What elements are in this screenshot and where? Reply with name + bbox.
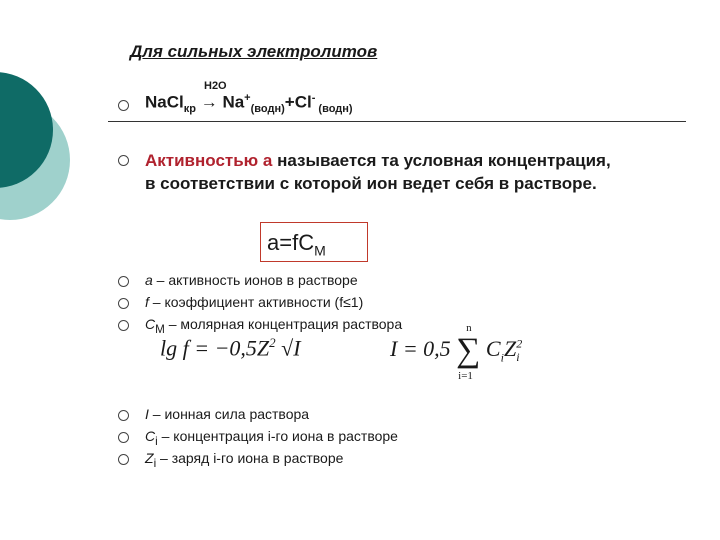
boxed-formula (260, 222, 368, 262)
item-symbol: Z (145, 450, 154, 466)
list-item (145, 428, 398, 448)
bullet-icon (118, 320, 129, 331)
item-sub: M (155, 322, 165, 336)
nacl: NaCl (145, 92, 184, 112)
plus-sup: + (244, 92, 251, 104)
minus-sup: - (311, 92, 316, 104)
formula-I-body: I = 0,5 (390, 336, 451, 362)
formula-lg-f (160, 335, 301, 361)
boxed-formula-sub: M (314, 242, 326, 259)
item-text: – ионная сила раствора (148, 406, 310, 422)
item-symbol: C (145, 428, 156, 444)
item-symbol: I (145, 406, 149, 422)
item-symbol: f (145, 294, 149, 310)
list-item (145, 316, 402, 336)
definition-text (145, 149, 615, 195)
arrow: → (200, 92, 218, 112)
item-symbol: a (145, 272, 153, 288)
bullet-icon (118, 410, 129, 421)
bullet-icon (118, 298, 129, 309)
item-text: – молярная концентрация раствора (164, 316, 403, 332)
formula-I-C: C (485, 336, 501, 362)
cl: +Cl (284, 92, 312, 112)
item-text: – коэффициент активности (f≤1) (148, 294, 364, 310)
kr-sub: кр (183, 103, 196, 116)
list-item (145, 406, 309, 422)
sum-bottom: i=1 (458, 370, 473, 382)
boxed-formula-main: a=fC (267, 230, 315, 255)
vodn2-sub: (водн) (315, 103, 353, 116)
formula-I-Z: Z (503, 336, 517, 362)
list-item (145, 294, 363, 310)
definition-term: Активностью а (145, 151, 273, 170)
bullet-icon (118, 100, 129, 111)
definition-body: называется та условная концентрация, в соответствии с которой ион ведет себя в растворе. (145, 151, 611, 193)
bullet-icon (118, 276, 129, 287)
formula-ionic-strength (390, 322, 523, 382)
bullet-icon (118, 155, 129, 166)
h2o-label: H2O (204, 80, 227, 92)
formula-lg-body: lg f = −0,5Z (160, 335, 270, 361)
sum-glyph: ∑ (456, 332, 481, 369)
formula-lg-root: √I (281, 335, 301, 361)
item-text: – заряд i-го иона в растворе (156, 450, 344, 466)
list-item (145, 272, 358, 288)
sum-sign (456, 322, 481, 382)
divider (108, 121, 686, 122)
bullet-icon (118, 454, 129, 465)
sum-top: n (466, 322, 472, 334)
formula-I-sub: i (500, 350, 504, 365)
item-text: – концентрация i-го иона в растворе (157, 428, 398, 444)
item-sub: i (155, 434, 158, 448)
item-symbol: C (145, 316, 156, 332)
dissociation-equation (145, 92, 353, 115)
na: Na (222, 92, 245, 112)
item-text: – активность ионов в растворе (152, 272, 358, 288)
item-sub: i (153, 456, 157, 470)
list-item (145, 450, 343, 470)
formula-I-sub2: i (516, 350, 520, 365)
decorative-circles (0, 0, 110, 300)
formula-lg-sup: 2 (269, 335, 276, 350)
formula-I-sup: 2 (516, 336, 523, 351)
vodn-sub: (водн) (250, 103, 285, 116)
bullet-icon (118, 432, 129, 443)
slide-title: Для сильных электролитов (130, 42, 378, 61)
